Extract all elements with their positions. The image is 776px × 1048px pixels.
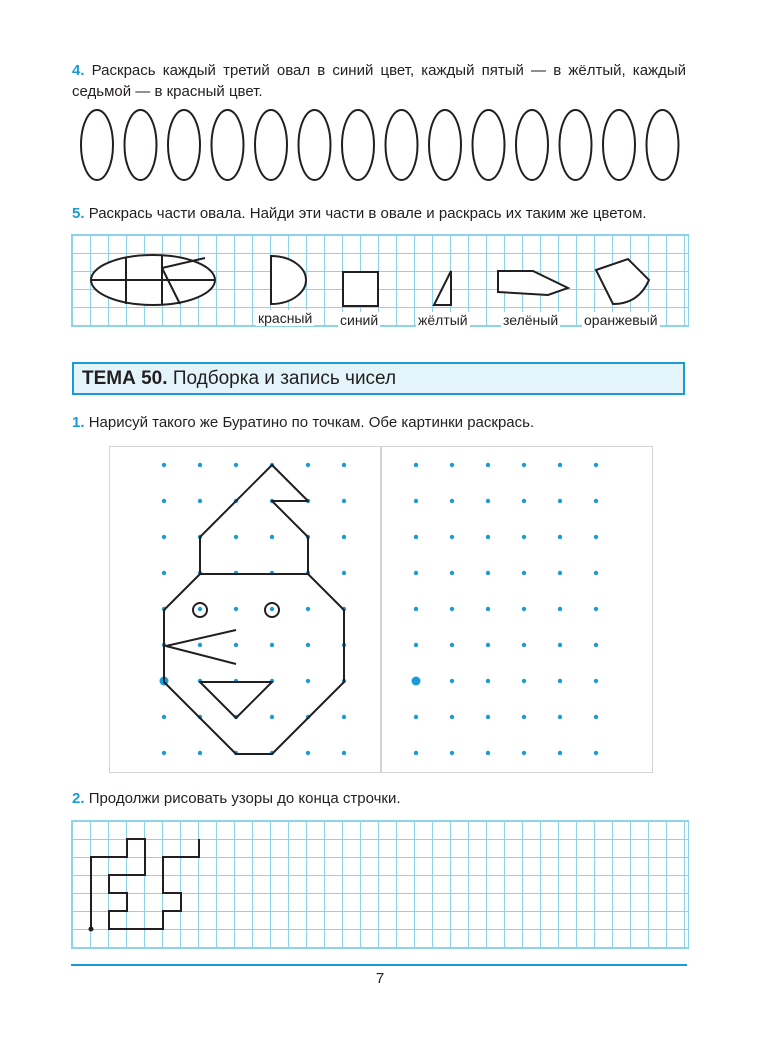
label-orange: оранжевый [584, 312, 658, 328]
task-4-instruction: Раскрась каждый третий овал в синий цвет, каждый пятый — в жёлтый, каждый седьмой — в красный цвет. [72, 62, 686, 100]
task-1-instruction: Нарисуй такого же Буратино по точкам. Обе картинки раскрась. [88, 414, 535, 431]
topic-title: Подборка и запись чисел [172, 368, 397, 389]
label-yellow: жёлтый [418, 312, 468, 328]
label-blue: синий [340, 312, 379, 328]
pattern-start-dot [89, 927, 94, 932]
task-1-number: 1. [72, 414, 85, 431]
task-5-number: 5. [72, 205, 85, 222]
topic-label: ТЕМА 50. [82, 368, 168, 389]
task-2-number: 2. [72, 790, 85, 807]
task-2-instruction: Продолжи рисовать узоры до конца строчки. [88, 790, 401, 807]
task-4-number: 4. [72, 62, 85, 79]
label-red: красный [258, 310, 313, 326]
footer-rule [71, 964, 687, 966]
task-5-instruction: Раскрась части овала. Найди эти части в овале и раскрась их таким же цветом. [88, 205, 647, 222]
label-green: зелёный [503, 312, 559, 328]
pattern-line [91, 839, 199, 929]
page-number: 7 [375, 970, 385, 987]
